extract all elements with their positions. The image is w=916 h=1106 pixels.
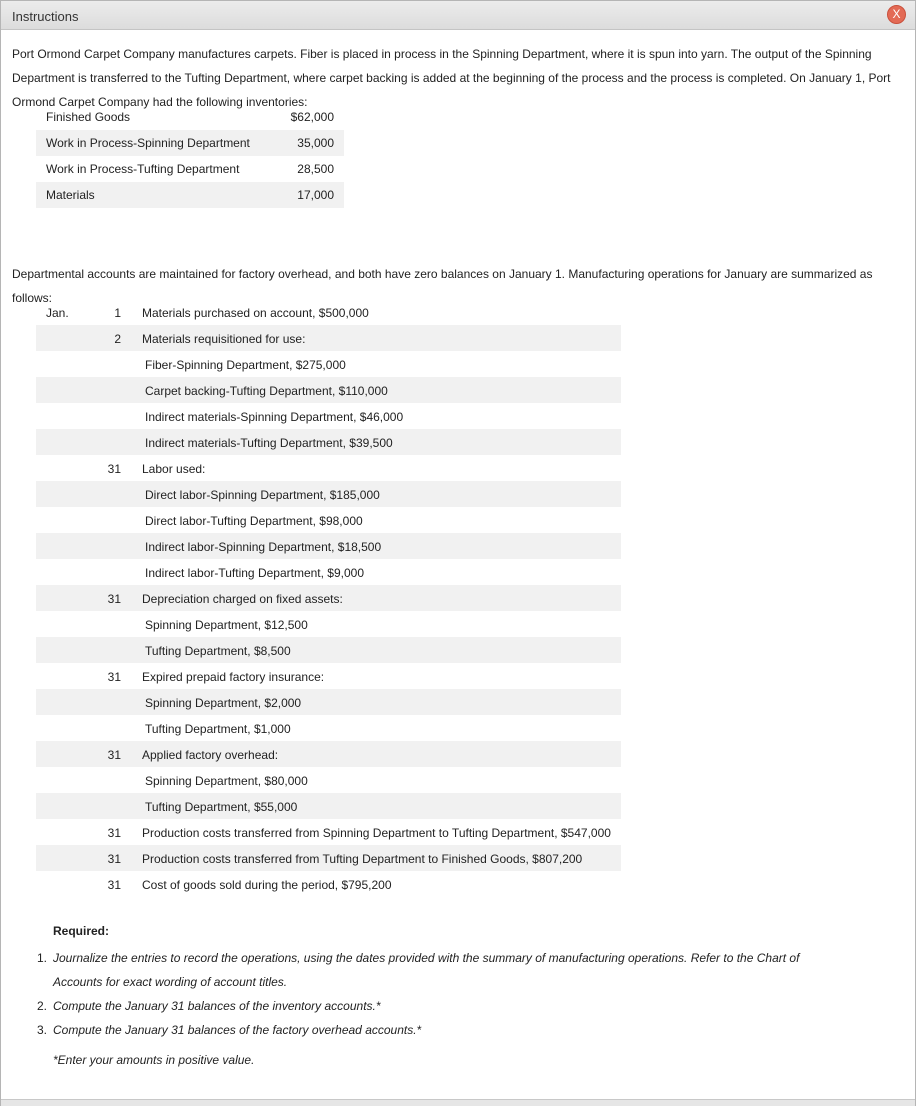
item-number: 1.: [37, 951, 48, 965]
footnote: *Enter your amounts in positive value.: [53, 1053, 255, 1067]
operation-text: Materials requisitioned for use:: [142, 332, 306, 346]
operation-row: [36, 325, 621, 351]
item-text: Compute the January 31 balances of the factory overhead accounts.*: [53, 1023, 422, 1037]
operation-row: [36, 559, 621, 585]
operation-row: [36, 741, 621, 767]
operation-row: [36, 845, 621, 871]
operation-row: [36, 767, 621, 793]
operation-text: Tufting Department, $55,000: [145, 800, 298, 814]
list-item: [37, 1018, 837, 1042]
operation-row: [36, 793, 621, 819]
close-icon: X: [892, 7, 901, 21]
inventory-value: 17,000: [289, 182, 344, 208]
operation-text: Spinning Department, $80,000: [145, 774, 308, 788]
horizontal-scrollbar[interactable]: [1, 1099, 915, 1106]
inventory-label: Finished Goods: [46, 110, 131, 124]
operation-day: 31: [107, 748, 121, 762]
operation-text: Applied factory overhead:: [142, 748, 279, 762]
item-text: Journalize the entries to record the operations, using the dates provided with the summary of manufacturing operations. Refer to the Chart of Accounts for exact wording of account titles.: [53, 951, 800, 989]
item-number: 3.: [37, 1023, 48, 1037]
operation-row: [36, 871, 621, 897]
operation-text: Indirect materials-Tufting Department, $39,500: [145, 436, 393, 450]
inventory-label: Materials: [36, 182, 289, 208]
table-row: [36, 182, 344, 208]
departmental-paragraph: Departmental accounts are maintained for factory overhead, and both have zero balances on January 1. Manufacturing operations for January are summarized as follows:: [12, 267, 873, 305]
operation-text: Cost of goods sold during the period, $795,200: [142, 878, 392, 892]
table-row: [36, 104, 344, 130]
operation-row: [36, 533, 621, 559]
operation-row: [36, 689, 621, 715]
inventory-value: 35,000: [289, 130, 344, 156]
operation-row: [36, 663, 621, 689]
close-button[interactable]: [887, 5, 906, 24]
operation-row: [36, 637, 621, 663]
operation-text: Materials purchased on account, $500,000: [142, 306, 369, 320]
operation-day: 31: [107, 878, 121, 892]
item-number: 2.: [37, 999, 48, 1013]
operation-row: [36, 819, 621, 845]
required-heading: Required:: [53, 924, 110, 938]
operation-text: Direct labor-Spinning Department, $185,000: [145, 488, 380, 502]
table-row: [36, 130, 344, 156]
inventory-table: [36, 104, 344, 208]
operation-row: [36, 429, 621, 455]
operation-row: [36, 299, 621, 325]
intro-paragraph: Port Ormond Carpet Company manufactures carpets. Fiber is placed in process in the Spinning Department, where it is spun into yarn. The output of the Spinning Department is transferred to the Tufting Department, where carpet backing is added at the beginning of the process and the process is completed. On January 1, Port Ormond Carpet Company had the following inventories:: [12, 47, 891, 109]
operation-text: Labor used:: [142, 462, 206, 476]
operation-day: 31: [107, 670, 121, 684]
required-list: [37, 946, 837, 1042]
operation-day: 2: [114, 332, 121, 346]
operation-row: [36, 377, 621, 403]
operation-text: Direct labor-Tufting Department, $98,000: [145, 514, 363, 528]
operation-row: [36, 715, 621, 741]
operation-day: 31: [107, 826, 121, 840]
operation-text: Production costs transferred from Tufting Department to Finished Goods, $807,200: [142, 852, 583, 866]
table-row: [36, 156, 344, 182]
operation-text: Tufting Department, $8,500: [145, 644, 291, 658]
operation-text: Depreciation charged on fixed assets:: [142, 592, 343, 606]
list-item: [37, 994, 837, 1018]
operation-row: [36, 585, 621, 611]
inventory-label: Work in Process-Tufting Department: [46, 162, 240, 176]
window-title: Instructions: [12, 9, 79, 24]
operation-row: [36, 507, 621, 533]
inventory-label: Work in Process-Spinning Department: [36, 130, 289, 156]
operation-day: 31: [107, 852, 121, 866]
operation-month: Jan.: [46, 306, 69, 320]
operations-list: [36, 299, 621, 897]
operation-text: Indirect labor-Spinning Department, $18,500: [145, 540, 382, 554]
operation-text: Tufting Department, $1,000: [145, 722, 291, 736]
operation-text: Spinning Department, $12,500: [145, 618, 308, 632]
operation-row: [36, 611, 621, 637]
operation-row: [36, 351, 621, 377]
operation-row: [36, 403, 621, 429]
inventory-value: 28,500: [297, 162, 334, 176]
operation-day: 31: [107, 462, 121, 476]
operation-row: [36, 455, 621, 481]
operation-text: Carpet backing-Tufting Department, $110,000: [145, 384, 388, 398]
operation-day: 31: [107, 592, 121, 606]
operation-row: [36, 481, 621, 507]
operation-text: Fiber-Spinning Department, $275,000: [145, 358, 346, 372]
operation-text: Production costs transferred from Spinning Department to Tufting Department, $547,000: [142, 826, 611, 840]
operation-text: Indirect labor-Tufting Department, $9,000: [145, 566, 365, 580]
item-text: Compute the January 31 balances of the inventory accounts.*: [53, 999, 381, 1013]
title-bar: [1, 1, 915, 30]
inventory-value: $62,000: [290, 110, 334, 124]
operation-text: Spinning Department, $2,000: [145, 696, 302, 710]
list-item: [37, 946, 837, 994]
operation-day: 1: [114, 306, 121, 320]
operation-text: Expired prepaid factory insurance:: [142, 670, 325, 684]
operation-text: Indirect materials-Spinning Department, $46,000: [145, 410, 404, 424]
